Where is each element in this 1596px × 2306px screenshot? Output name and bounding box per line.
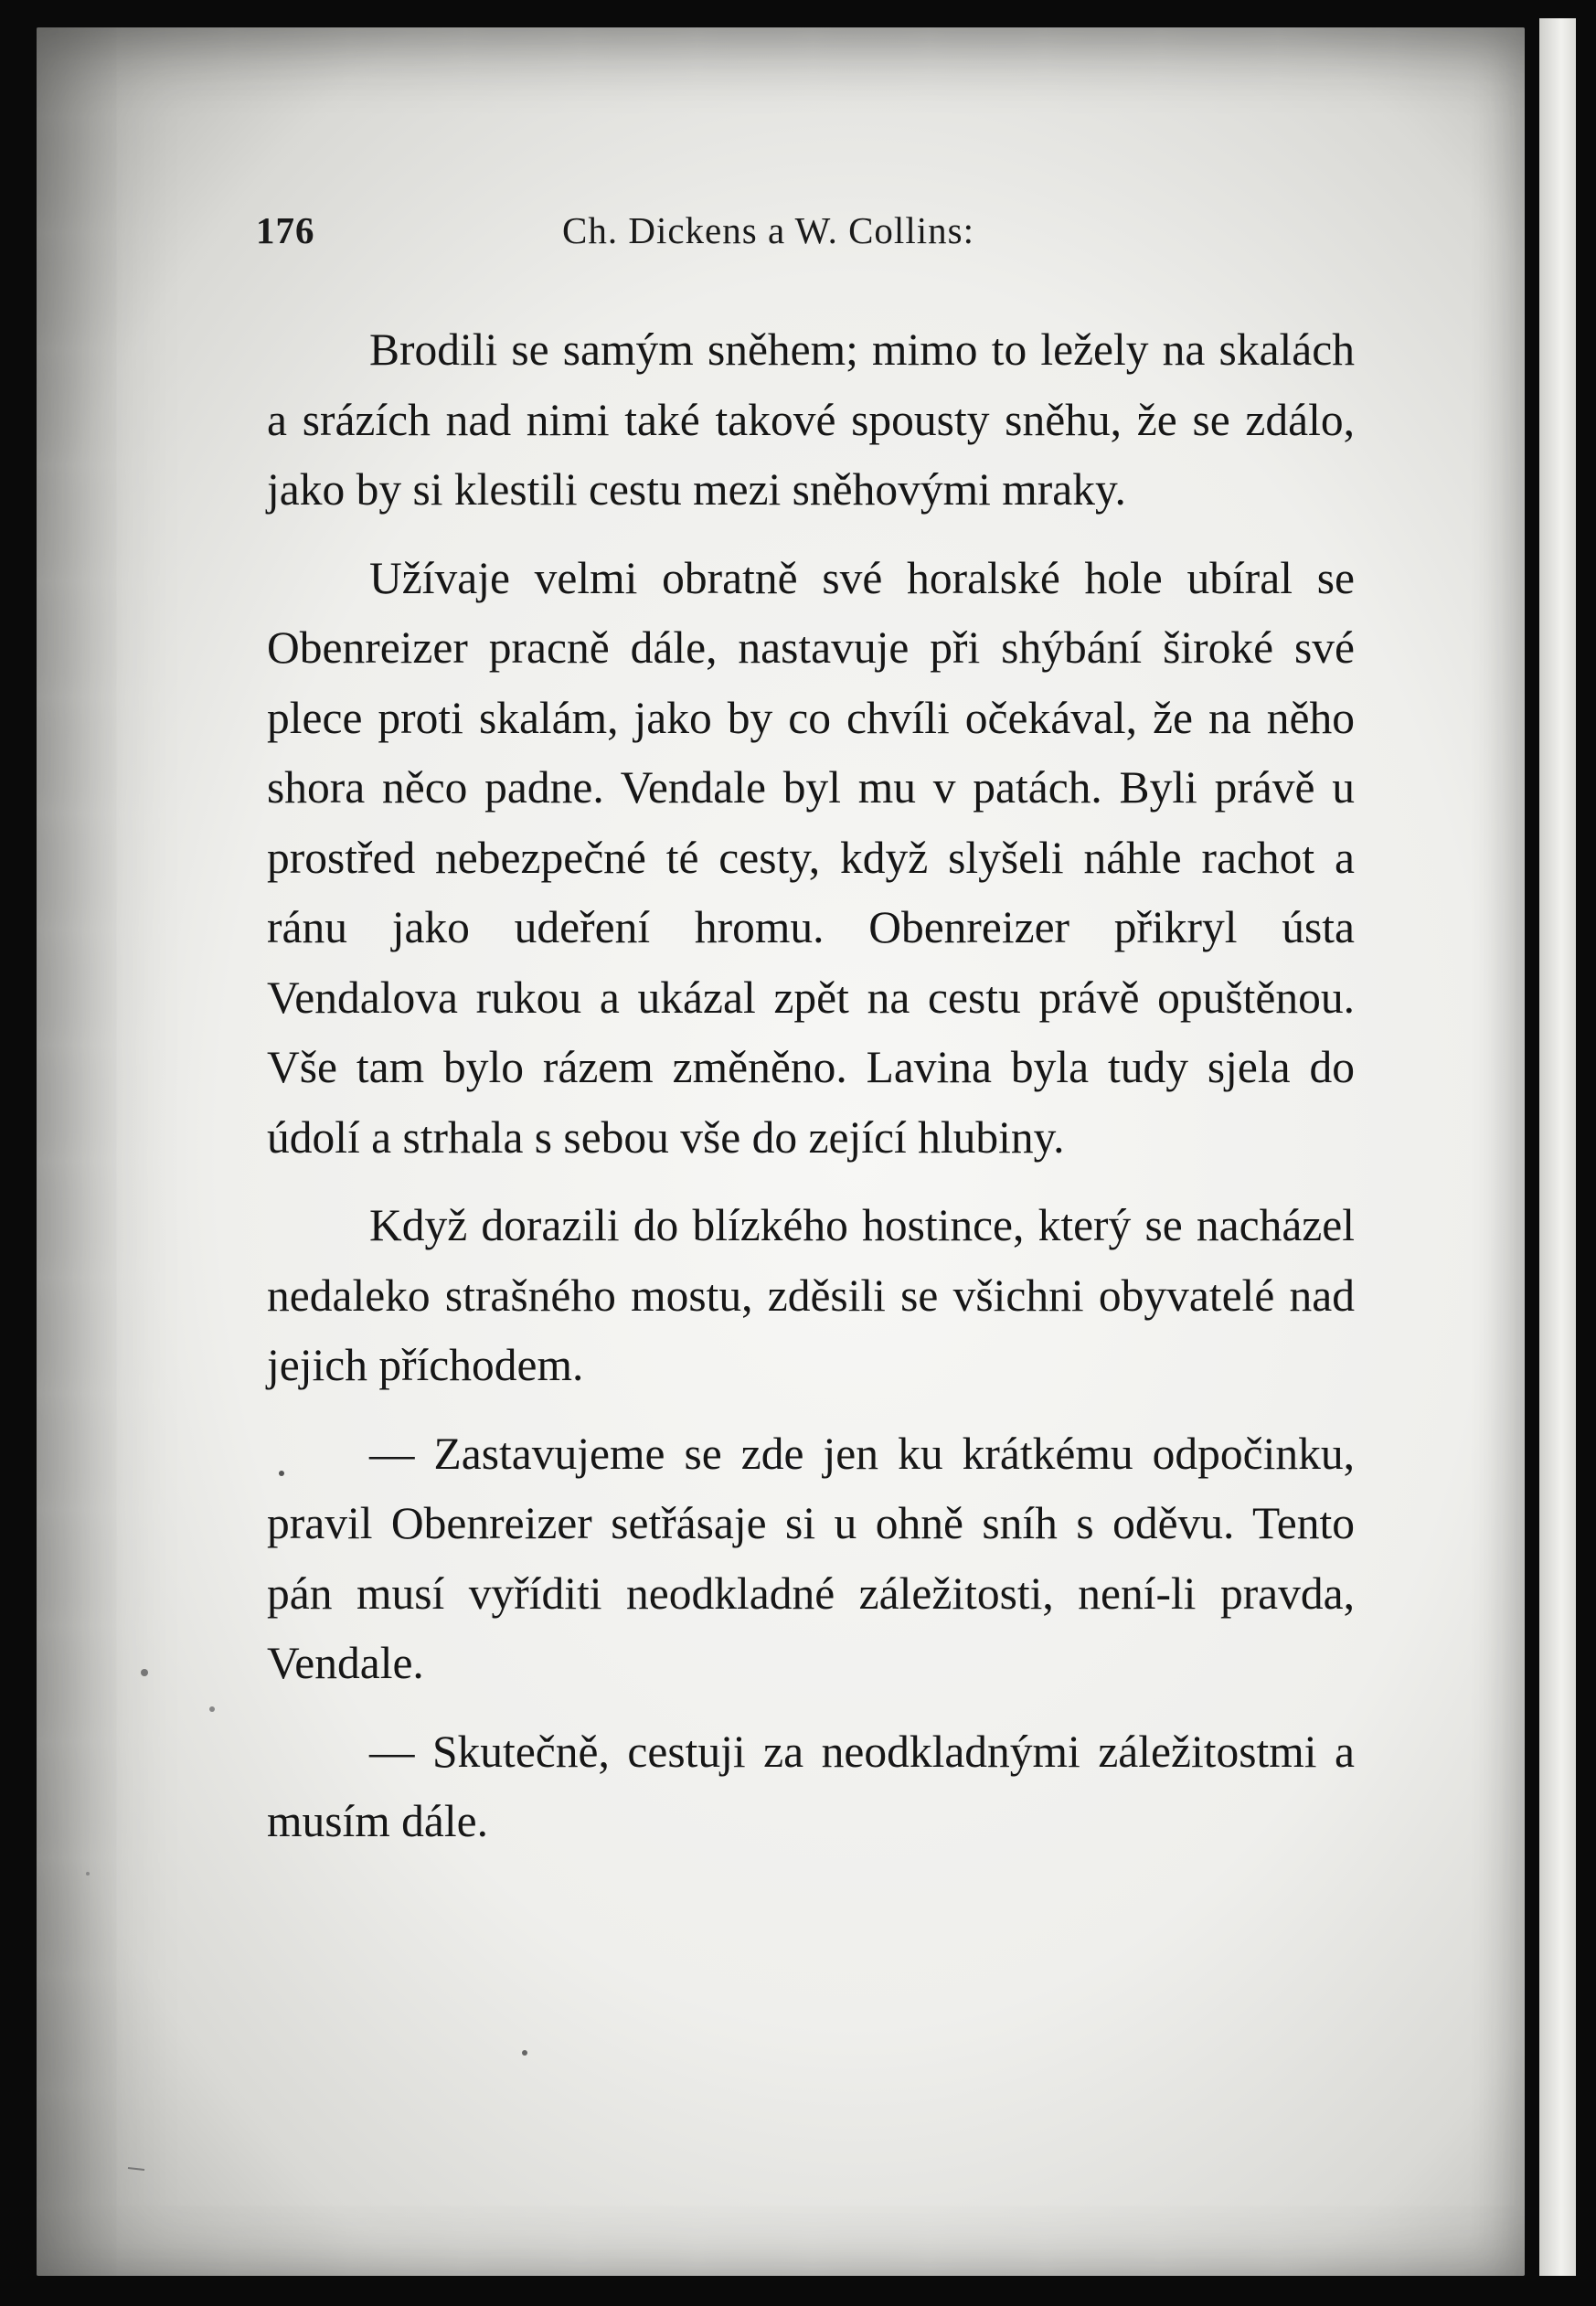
page-number: 176 — [256, 209, 315, 251]
paragraph: — Skutečně, cestuji za neodkladnými záležitostmi a musím dále. — [267, 1726, 1355, 1846]
paragraph: Brodili se samým sněhem; mimo to ležely na skalách a srázích nad nimi také takové spousty sněhu, že se zdálo, jako by si klestili cestu mezi sněhovými mraky. — [267, 324, 1355, 515]
paragraph: Když dorazili do blízkého hostince, který se nacházel nedaleko strašného mostu, zděsili se všichni obyvatelé nad jejich příchodem. — [267, 1200, 1355, 1390]
paragraph: Užívaje velmi obratně své horalské hole ubíral se Obenreizer pracně dále, nastavuje při shýbání široké své plece proti skalám, jako by co chvíli očekával, že na něho shora něco padne. Vendale byl mu v patách. Byli právě u prostřed nebezpečné té cesty, když slyšeli náhle rachot a ránu jako udeření hromu. Obenreizer přikryl ústa Vendalova rukou a ukázal zpět na cestu právě opuštěnou. Vše tam bylo rázem změněno. Lavina byla tudy sjela do údolí a strhala s sebou vše do zející hlubiny. — [267, 552, 1355, 1163]
body-text — [267, 315, 1355, 1876]
adjacent-page-edge — [1539, 18, 1576, 2276]
page-header — [256, 208, 1362, 263]
paragraph: — Zastavujeme se zde jen ku krátkému odpočinku, pravil Obenreizer setřásaje si u ohně sníh s oděvu. Tento pán musí vyříditi neodkladné záležitosti, není-li pravda, Vendale. — [267, 1428, 1355, 1688]
running-head: Ch. Dickens a W. Collins: — [562, 209, 974, 251]
